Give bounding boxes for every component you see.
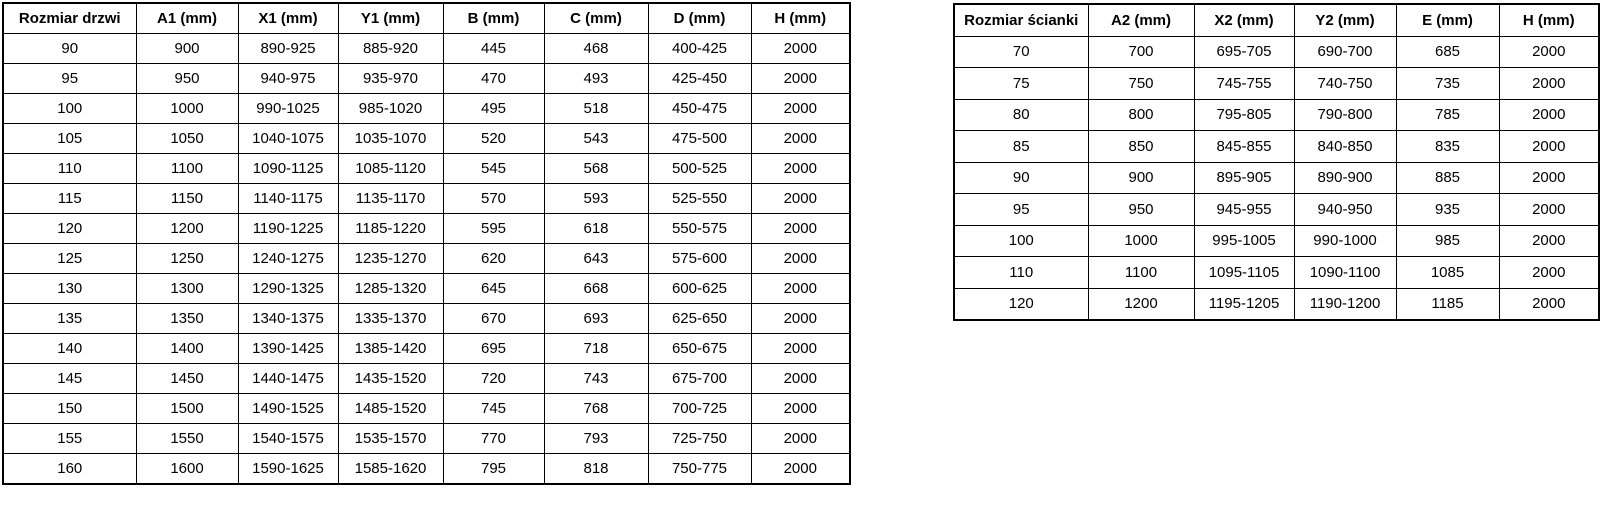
table-cell: 1185-1220: [338, 214, 443, 244]
table-cell: 550-575: [648, 214, 751, 244]
table-cell: 2000: [751, 244, 850, 274]
table-row: [954, 99, 1599, 131]
table-cell: 1600: [136, 454, 238, 485]
table-cell: 493: [544, 64, 648, 94]
table-cell: 985-1020: [338, 94, 443, 124]
table-cell: 2000: [751, 394, 850, 424]
door-size-table: [2, 2, 851, 485]
table-cell: 850: [1088, 131, 1194, 163]
table-cell: 570: [443, 184, 544, 214]
table-cell: 645: [443, 274, 544, 304]
column-header: X2 (mm): [1194, 4, 1294, 36]
table-cell: 2000: [1499, 162, 1599, 194]
table-cell: 1190-1200: [1294, 288, 1396, 320]
table-cell: 950: [136, 64, 238, 94]
table-cell: 1390-1425: [238, 334, 338, 364]
table-row: [3, 124, 850, 154]
table-cell: 518: [544, 94, 648, 124]
column-header: H (mm): [751, 3, 850, 34]
table-row: [3, 334, 850, 364]
table-cell: 593: [544, 184, 648, 214]
table-cell: 668: [544, 274, 648, 304]
table-cell: 2000: [751, 334, 850, 364]
table-cell: 1095-1105: [1194, 257, 1294, 289]
table-cell: 890-925: [238, 34, 338, 64]
table-cell: 160: [3, 454, 136, 485]
table-cell: 995-1005: [1194, 225, 1294, 257]
table-cell: 110: [3, 154, 136, 184]
header-row: [954, 4, 1599, 36]
table-cell: 793: [544, 424, 648, 454]
table-cell: 1000: [1088, 225, 1194, 257]
column-header: Y1 (mm): [338, 3, 443, 34]
table-cell: 745-755: [1194, 68, 1294, 100]
table-cell: 885: [1396, 162, 1499, 194]
table-cell: 2000: [751, 94, 850, 124]
column-header: B (mm): [443, 3, 544, 34]
table-cell: 450-475: [648, 94, 751, 124]
table-cell: 895-905: [1194, 162, 1294, 194]
table-cell: 1185: [1396, 288, 1499, 320]
table-cell: 1285-1320: [338, 274, 443, 304]
table-cell: 2000: [1499, 194, 1599, 226]
table-cell: 900: [1088, 162, 1194, 194]
table-cell: 650-675: [648, 334, 751, 364]
table-cell: 800: [1088, 99, 1194, 131]
table-cell: 468: [544, 34, 648, 64]
table-cell: 2000: [751, 364, 850, 394]
table-row: [954, 225, 1599, 257]
table-cell: 2000: [751, 34, 850, 64]
table-cell: 1090-1100: [1294, 257, 1396, 289]
table-cell: 80: [954, 99, 1088, 131]
table-cell: 600-625: [648, 274, 751, 304]
column-header: E (mm): [1396, 4, 1499, 36]
table-cell: 2000: [751, 304, 850, 334]
table-cell: 2000: [751, 64, 850, 94]
table-cell: 935-970: [338, 64, 443, 94]
table-cell: 2000: [751, 454, 850, 485]
table-cell: 1140-1175: [238, 184, 338, 214]
table-cell: 2000: [751, 124, 850, 154]
table-cell: 95: [3, 64, 136, 94]
table-row: [954, 36, 1599, 68]
table-cell: 2000: [1499, 257, 1599, 289]
table-cell: 625-650: [648, 304, 751, 334]
table-cell: 2000: [1499, 131, 1599, 163]
table-cell: 670: [443, 304, 544, 334]
table-row: [954, 162, 1599, 194]
table-cell: 2000: [751, 424, 850, 454]
table-cell: 1485-1520: [338, 394, 443, 424]
table-row: [3, 184, 850, 214]
table-cell: 1050: [136, 124, 238, 154]
table-cell: 1000: [136, 94, 238, 124]
table-cell: 545: [443, 154, 544, 184]
table-cell: 150: [3, 394, 136, 424]
table-cell: 1440-1475: [238, 364, 338, 394]
table-cell: 720: [443, 364, 544, 394]
table-row: [3, 214, 850, 244]
table-cell: 785: [1396, 99, 1499, 131]
table-cell: 700: [1088, 36, 1194, 68]
table-row: [3, 274, 850, 304]
table-cell: 1195-1205: [1194, 288, 1294, 320]
table-cell: 1300: [136, 274, 238, 304]
table-cell: 475-500: [648, 124, 751, 154]
table-cell: 155: [3, 424, 136, 454]
table-cell: 693: [544, 304, 648, 334]
table-cell: 95: [954, 194, 1088, 226]
table-row: [3, 244, 850, 274]
table-cell: 470: [443, 64, 544, 94]
table-cell: 70: [954, 36, 1088, 68]
column-header: X1 (mm): [238, 3, 338, 34]
table-cell: 2000: [1499, 36, 1599, 68]
table-row: [3, 364, 850, 394]
column-header: Rozmiar ścianki: [954, 4, 1088, 36]
table-cell: 2000: [1499, 68, 1599, 100]
table-cell: 690-700: [1294, 36, 1396, 68]
table-cell: 1085: [1396, 257, 1499, 289]
table-cell: 90: [3, 34, 136, 64]
table-cell: 2000: [751, 274, 850, 304]
table-cell: 75: [954, 68, 1088, 100]
table-cell: 400-425: [648, 34, 751, 64]
table-cell: 135: [3, 304, 136, 334]
table-cell: 718: [544, 334, 648, 364]
table-cell: 740-750: [1294, 68, 1396, 100]
table-row: [954, 257, 1599, 289]
table-cell: 1385-1420: [338, 334, 443, 364]
table-cell: 575-600: [648, 244, 751, 274]
column-header: A1 (mm): [136, 3, 238, 34]
table-cell: 900: [136, 34, 238, 64]
table-cell: 115: [3, 184, 136, 214]
table-cell: 790-800: [1294, 99, 1396, 131]
table-cell: 120: [954, 288, 1088, 320]
table-cell: 1090-1125: [238, 154, 338, 184]
table-cell: 1550: [136, 424, 238, 454]
table-cell: 2000: [751, 154, 850, 184]
table-row: [3, 154, 850, 184]
table-cell: 100: [3, 94, 136, 124]
table-cell: 90: [954, 162, 1088, 194]
table-cell: 685: [1396, 36, 1499, 68]
table-cell: 768: [544, 394, 648, 424]
table-cell: 110: [954, 257, 1088, 289]
table-cell: 2000: [1499, 99, 1599, 131]
table-cell: 1135-1170: [338, 184, 443, 214]
table-cell: 835: [1396, 131, 1499, 163]
table-cell: 568: [544, 154, 648, 184]
table-cell: 743: [544, 364, 648, 394]
table-cell: 1490-1525: [238, 394, 338, 424]
table-cell: 618: [544, 214, 648, 244]
table-cell: 990-1000: [1294, 225, 1396, 257]
table-cell: 1435-1520: [338, 364, 443, 394]
table-cell: 1290-1325: [238, 274, 338, 304]
table-cell: 990-1025: [238, 94, 338, 124]
table-cell: 643: [544, 244, 648, 274]
table-cell: 495: [443, 94, 544, 124]
column-header: C (mm): [544, 3, 648, 34]
table-cell: 700-725: [648, 394, 751, 424]
table-cell: 100: [954, 225, 1088, 257]
table-cell: 1085-1120: [338, 154, 443, 184]
table-cell: 725-750: [648, 424, 751, 454]
table-cell: 140: [3, 334, 136, 364]
table-cell: 1100: [136, 154, 238, 184]
table-cell: 735: [1396, 68, 1499, 100]
table-cell: 745: [443, 394, 544, 424]
table-cell: 1190-1225: [238, 214, 338, 244]
table-row: [954, 131, 1599, 163]
table-cell: 520: [443, 124, 544, 154]
table-cell: 795: [443, 454, 544, 485]
table-cell: 1200: [1088, 288, 1194, 320]
table-cell: 940-950: [1294, 194, 1396, 226]
table-cell: 1240-1275: [238, 244, 338, 274]
table-cell: 1500: [136, 394, 238, 424]
table-cell: 1235-1270: [338, 244, 443, 274]
header-row: [3, 3, 850, 34]
table-cell: 1340-1375: [238, 304, 338, 334]
table-cell: 935: [1396, 194, 1499, 226]
table-cell: 525-550: [648, 184, 751, 214]
table-cell: 1585-1620: [338, 454, 443, 485]
table-cell: 770: [443, 424, 544, 454]
table-cell: 750-775: [648, 454, 751, 485]
table-row: [954, 288, 1599, 320]
table-cell: 1590-1625: [238, 454, 338, 485]
table-cell: 2000: [1499, 288, 1599, 320]
table-cell: 1100: [1088, 257, 1194, 289]
table-cell: 750: [1088, 68, 1194, 100]
table-row: [954, 68, 1599, 100]
table-cell: 1040-1075: [238, 124, 338, 154]
table-row: [3, 454, 850, 485]
column-header: H (mm): [1499, 4, 1599, 36]
table-cell: 500-525: [648, 154, 751, 184]
table-cell: 2000: [1499, 225, 1599, 257]
table-cell: 890-900: [1294, 162, 1396, 194]
table-row: [3, 394, 850, 424]
table-cell: 1250: [136, 244, 238, 274]
table-cell: 675-700: [648, 364, 751, 394]
table-cell: 620: [443, 244, 544, 274]
table-cell: 840-850: [1294, 131, 1396, 163]
table-cell: 595: [443, 214, 544, 244]
table-cell: 985: [1396, 225, 1499, 257]
column-header: Rozmiar drzwi: [3, 3, 136, 34]
table-cell: 885-920: [338, 34, 443, 64]
column-header: Y2 (mm): [1294, 4, 1396, 36]
wall-size-table: [953, 3, 1600, 321]
table-cell: 425-450: [648, 64, 751, 94]
table-cell: 950: [1088, 194, 1194, 226]
table-cell: 795-805: [1194, 99, 1294, 131]
table-cell: 105: [3, 124, 136, 154]
table-cell: 845-855: [1194, 131, 1294, 163]
table-cell: 1150: [136, 184, 238, 214]
table-cell: 1035-1070: [338, 124, 443, 154]
table-row: [3, 424, 850, 454]
table-row: [3, 34, 850, 64]
table-row: [3, 304, 850, 334]
table-cell: 695: [443, 334, 544, 364]
table-cell: 1535-1570: [338, 424, 443, 454]
table-cell: 2000: [751, 214, 850, 244]
table-cell: 2000: [751, 184, 850, 214]
table-cell: 1200: [136, 214, 238, 244]
table-cell: 1450: [136, 364, 238, 394]
table-cell: 120: [3, 214, 136, 244]
table-cell: 145: [3, 364, 136, 394]
table-cell: 1400: [136, 334, 238, 364]
table-cell: 1335-1370: [338, 304, 443, 334]
table-cell: 1540-1575: [238, 424, 338, 454]
table-cell: 543: [544, 124, 648, 154]
table-cell: 695-705: [1194, 36, 1294, 68]
table-cell: 85: [954, 131, 1088, 163]
table-cell: 940-975: [238, 64, 338, 94]
table-cell: 445: [443, 34, 544, 64]
table-cell: 818: [544, 454, 648, 485]
table-cell: 130: [3, 274, 136, 304]
table-cell: 945-955: [1194, 194, 1294, 226]
column-header: D (mm): [648, 3, 751, 34]
table-cell: 125: [3, 244, 136, 274]
table-cell: 1350: [136, 304, 238, 334]
table-row: [954, 194, 1599, 226]
table-row: [3, 94, 850, 124]
column-header: A2 (mm): [1088, 4, 1194, 36]
table-row: [3, 64, 850, 94]
